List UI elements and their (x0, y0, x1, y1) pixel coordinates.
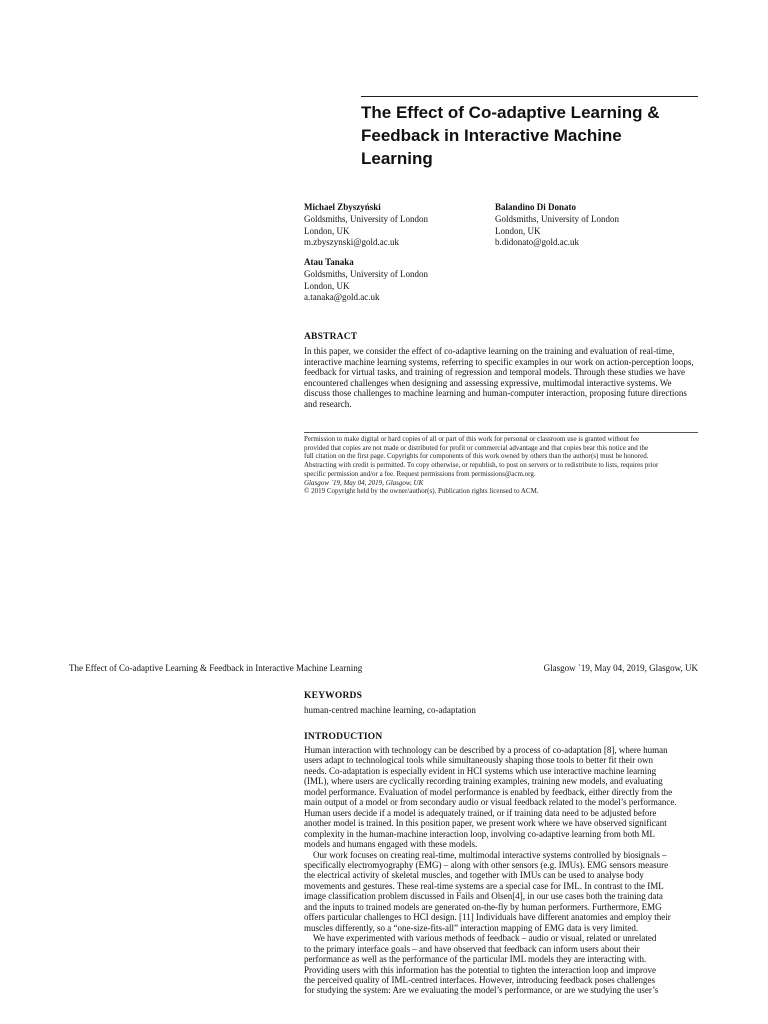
title-line: Feedback in Interactive Machine (361, 126, 622, 145)
intro-line: the perceived quality of IML-centred interfaces. However, introducing feedback poses challenges (304, 974, 655, 985)
author-affiliation: Goldsmiths, University of London (304, 268, 428, 279)
intro-line: complexity in the human-machine interaction loop, involving co-adaptive learning from both ML (304, 828, 655, 839)
author-location: London, UK (304, 280, 350, 291)
author-block (304, 202, 428, 249)
permission-line: Permission to make digital or hard copies of all or part of this work for personal or classroom use is granted without fee (304, 435, 640, 443)
running-header-title: The Effect of Co-adaptive Learning & Feedback in Interactive Machine Learning (69, 663, 363, 673)
author-location: London, UK (495, 225, 541, 236)
intro-line: movements and gestures. These real-time systems are a special case for IML. In contrast to the IML (304, 880, 664, 891)
intro-line: and the inputs to trained models are generated on-the-fly by human performers. Furthermore, EMG (304, 901, 662, 912)
permission-rule (304, 432, 698, 433)
intro-line: model performance. Evaluation of model performance is enabled by feedback, either directly from the (304, 786, 673, 797)
author-email: b.didonato@gold.ac.uk (495, 237, 580, 248)
introduction-body (304, 745, 699, 996)
permission-line: Abstracting with credit is permitted. To copy otherwise, or republish, to post on servers or to redistribute to lists, requires prior (304, 461, 659, 470)
intro-line: Our work focuses on creating real-time, multimodal interactive systems controlled by biosignals – (313, 849, 667, 860)
running-header-venue: Glasgow `19, May 04, 2019, Glasgow, UK (543, 663, 698, 673)
intro-line: main output of a model or from secondary audio or visual feedback related to the model’s performance. (304, 797, 677, 808)
author-block (495, 202, 619, 249)
abstract-text: In this paper, we consider the effect of co-adaptive learning on the training and evaluation of real-time, interactive machine learning systems, referring to specific examples in our work on action-perception loops, feedback for virtual tasks, and training of regression and temporal models. Through these studies we have encountered challenges when designing and assessing expressive, multimodal interactive systems. We discuss those challenges to machine learning and human-computer interaction, proposing future directions and research. (304, 346, 694, 409)
introduction-heading: INTRODUCTION (304, 732, 383, 742)
intro-line: for studying the system: Are we evaluating the model’s performance, or are we studying the user’s (304, 985, 659, 996)
copyright-line: © 2019 Copyright held by the owner/author(s). Publication rights licensed to ACM. (304, 487, 539, 496)
author-email: a.tanaka@gold.ac.uk (304, 292, 380, 303)
permission-line: specific permission and/or a fee. Request permissions from permissions@acm.org. (304, 469, 536, 478)
venue-line: Glasgow `19, May 04, 2019, Glasgow, UK (304, 478, 424, 487)
paper-title (361, 101, 706, 170)
intro-line: We have experimented with various methods of feedback – audio or visual, related or unrelated (313, 933, 657, 944)
title-line: Learning (361, 149, 433, 168)
author-affiliation: Goldsmiths, University of London (304, 213, 428, 224)
keywords-text: human-centred machine learning, co-adaptation (304, 705, 476, 715)
keywords-heading: KEYWORDS (304, 691, 363, 701)
intro-line: needs. Co-adaptation is especially evident in HCI systems which use interactive machine learning (304, 765, 657, 776)
intro-line: performance as well as the performance of the particular IML models they are interacting with. (304, 954, 647, 965)
intro-line: another model is trained. In this position paper, we present work where we have observed significant (304, 818, 667, 829)
intro-line: muscles differently, so a “one-size-fits-all” interaction mapping of EMG data is very limited. (304, 922, 639, 933)
permission-block (304, 435, 699, 496)
intro-line: users adapt to technological tools while simultaneously shaping those tools to better fit their own (304, 755, 653, 766)
author-email: m.zbyszynski@gold.ac.uk (304, 237, 400, 248)
intro-line: (IML), where users are cyclically recording training examples, training new models, and evaluating (304, 776, 663, 787)
intro-line: offers particular challenges to HCI design. [11] Individuals have different anatomies and employ their (304, 912, 671, 923)
abstract-heading: ABSTRACT (304, 332, 358, 342)
author-name: Balandino Di Donato (495, 202, 577, 212)
permission-line: full citation on the first page. Copyrights for components of this work owned by others than the author(s) must be honored. (304, 452, 649, 461)
author-block (304, 257, 428, 304)
intro-line: models and humans engaged with these models. (304, 839, 478, 850)
title-line: The Effect of Co-adaptive Learning & (361, 103, 660, 122)
intro-line: the electrical activity of skeletal muscles, and together with IMUs can be used to analyse body (304, 870, 644, 881)
intro-line: to the primary interface goals – and have observed that feedback can inform users about their (304, 943, 640, 954)
intro-line: Human interaction with technology can be described by a process of co-adaptation [8], where human (304, 745, 668, 755)
intro-line: specifically electromyography (EMG) – along with other sensors (e.g. IMUs). EMG sensors measure (304, 859, 669, 870)
intro-line: image classification problem discussed in Fails and Olsen[4], in our use cases both the training data (304, 891, 663, 902)
title-rule (361, 96, 698, 97)
intro-line: Human users decide if a model is adequately trained, or if training data need to be adjusted before (304, 807, 657, 818)
author-name: Atau Tanaka (304, 257, 354, 267)
author-location: London, UK (304, 225, 350, 236)
intro-line: Providing users with this information has the potential to tighten the interaction loop and improve (304, 964, 656, 975)
permission-line: provided that copies are not made or distributed for profit or commercial advantage and that copies bear this notice and the (304, 443, 649, 452)
author-name: Michael Zbyszyński (304, 202, 381, 212)
author-affiliation: Goldsmiths, University of London (495, 213, 619, 224)
